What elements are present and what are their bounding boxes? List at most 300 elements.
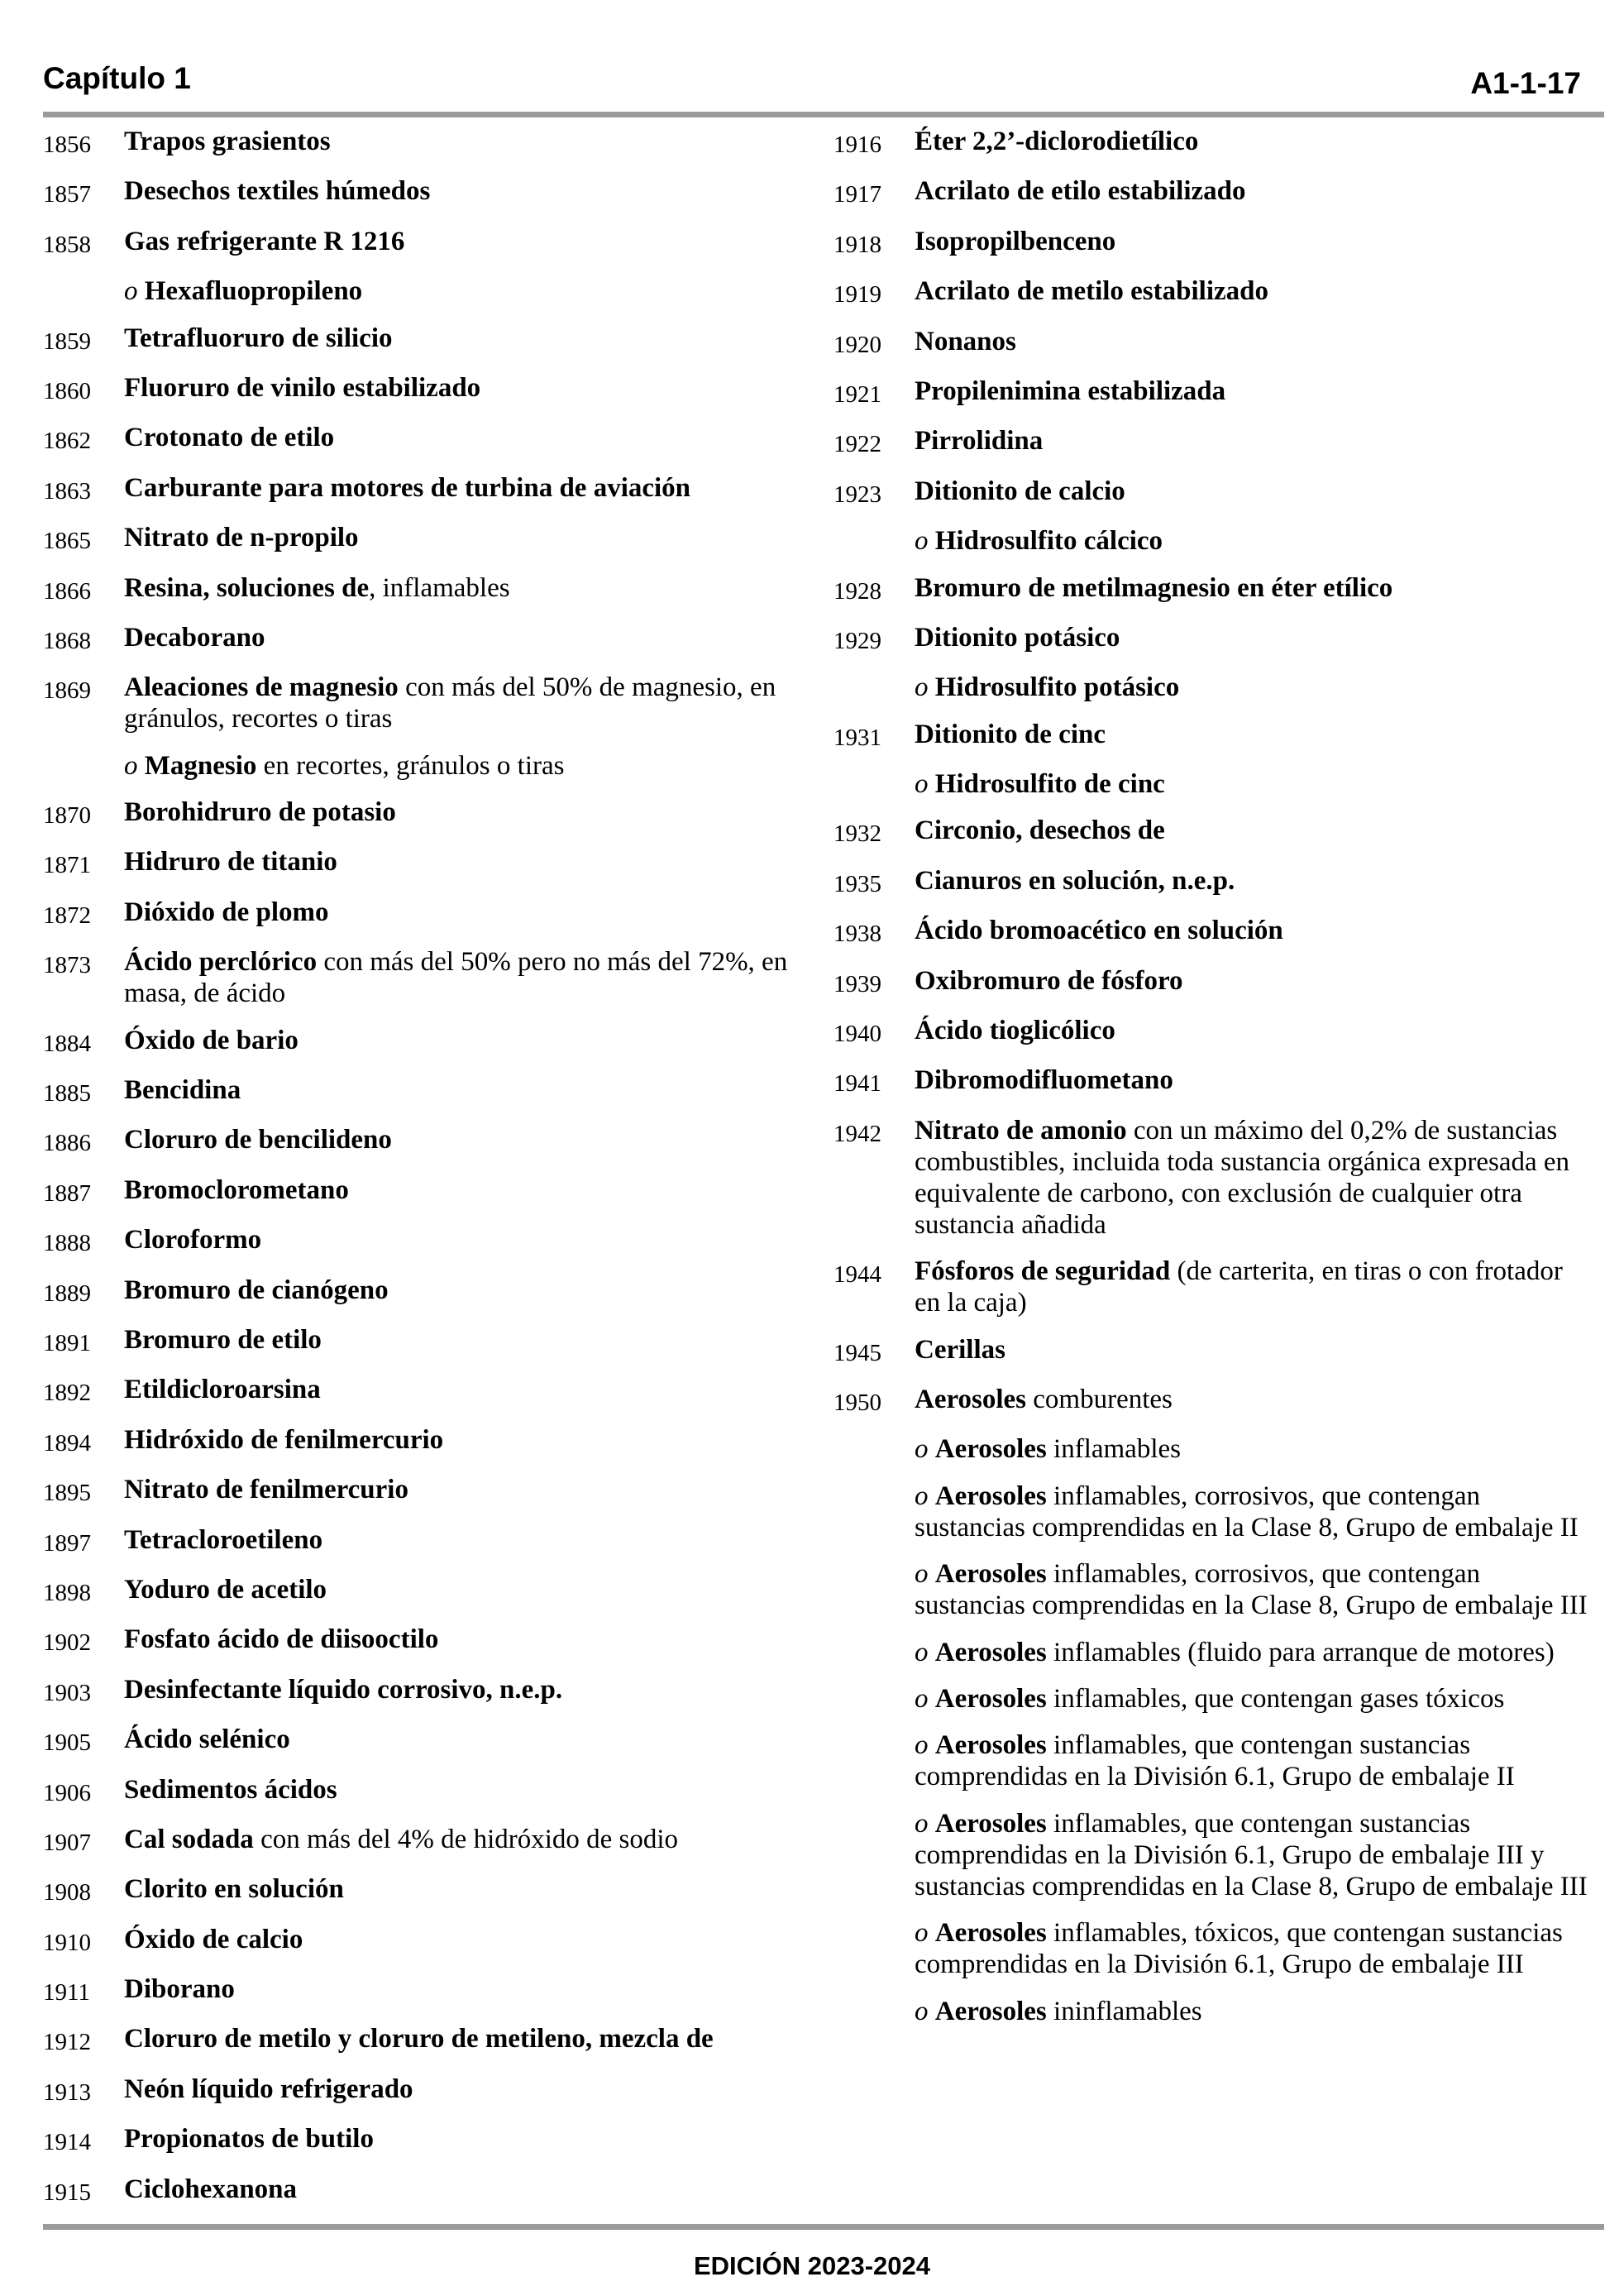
list-item [43, 1224, 804, 1259]
un-number: 1858 [43, 231, 91, 258]
un-number: 1891 [43, 1329, 91, 1356]
substance-description [124, 946, 804, 1009]
list-item [43, 522, 804, 557]
substance-description [124, 323, 804, 357]
footer-rule [43, 2224, 1604, 2230]
substance-name: Dióxido de plomo [124, 897, 329, 927]
list-item [43, 1774, 804, 1809]
un-number: 1869 [43, 677, 91, 705]
un-number: 1920 [833, 331, 881, 358]
un-number [833, 1558, 915, 1621]
substance-description [915, 965, 1594, 1000]
list-item [43, 1674, 804, 1709]
substance-description [915, 126, 1594, 160]
substance-name: Sedimentos ácidos [124, 1774, 337, 1805]
substance-name: Aerosoles [934, 1996, 1047, 2026]
list-item [43, 323, 804, 357]
alternative-marker: o [915, 1808, 929, 1839]
un-number: 1932 [833, 820, 881, 848]
list-item [43, 672, 804, 734]
list-item [833, 1558, 1594, 1621]
list-item [833, 1637, 1594, 1668]
list-item [833, 1683, 1594, 1715]
substance-qualifier: inflamables, corrosivos, que contengan sustancias comprendidas en la Clase 8, Grupo de embalaje III [915, 1559, 1588, 1621]
list-item [833, 1808, 1594, 1902]
list-item [43, 2123, 804, 2158]
substance-name: Diborano [124, 1974, 235, 2005]
substance-name: Circonio, desechos de [915, 816, 1165, 846]
list-item [833, 1996, 1594, 2027]
substance-description [915, 622, 1594, 657]
substance-description [124, 522, 804, 557]
substance-description [124, 226, 804, 261]
substance-name: Aerosoles [934, 1637, 1047, 1667]
un-number: 1889 [43, 1280, 91, 1307]
substance-description [915, 672, 1594, 703]
list-item [43, 1924, 804, 1959]
list-item [43, 226, 804, 261]
substance-name: Propionatos de butilo [124, 2124, 374, 2155]
substance-description [124, 372, 804, 407]
un-number: 1915 [43, 2179, 91, 2206]
substance-description [124, 1424, 804, 1459]
un-number [833, 1729, 915, 1792]
list-item [833, 425, 1594, 460]
un-number [833, 1637, 915, 1668]
substance-description [124, 1973, 804, 2008]
substance-description [915, 815, 1594, 849]
substance-name: Neón líquido refrigerado [124, 2074, 413, 2104]
list-item [43, 1973, 804, 2008]
list-item [43, 372, 804, 407]
alternative-marker: o [915, 769, 929, 800]
list-item [43, 1524, 804, 1559]
un-number [833, 1683, 915, 1715]
substance-description [915, 275, 1594, 310]
substance-qualifier: con más del 4% de hidróxido de sodio [253, 1824, 679, 1854]
un-number: 1929 [833, 627, 881, 654]
substance-description [124, 1624, 804, 1658]
substance-description [124, 472, 804, 507]
un-number: 1923 [833, 481, 881, 508]
substance-name: Aerosoles [934, 1918, 1047, 1949]
alternative-marker: o [915, 1683, 929, 1714]
list-item [43, 1873, 804, 1908]
substance-name: Cloruro de metilo y cloruro de metileno, mezcla de [124, 2024, 714, 2054]
substance-name: Hidruro de titanio [124, 847, 337, 878]
un-number [833, 1433, 915, 1465]
substance-name: Hexafluopropileno [144, 276, 363, 307]
substance-name: Éter 2,2’-diclorodietílico [915, 127, 1199, 156]
list-item [833, 1384, 1594, 1418]
un-number [43, 750, 124, 782]
list-item [43, 1724, 804, 1758]
un-number: 1916 [833, 132, 881, 158]
list-item [833, 1433, 1594, 1465]
un-number: 1897 [43, 1529, 91, 1557]
un-number: 1887 [43, 1179, 91, 1207]
list-item [833, 1729, 1594, 1792]
substance-name: Cianuros en solución, n.e.p. [915, 865, 1235, 896]
substance-qualifier: inflamables, corrosivos, que contengan sustancias comprendidas en la Clase 8, Grupo de embalaje II [915, 1480, 1579, 1543]
substance-description [915, 375, 1594, 410]
substance-qualifier: inflamables, que contengan sustancias comprendidas en la División 6.1, Grupo de embalaje III y sustancias comprendidas en la Clase 8, Grupo de embalaje III [915, 1808, 1588, 1901]
substance-description [124, 275, 804, 307]
substance-description [124, 796, 804, 831]
list-item [833, 476, 1594, 510]
substance-name: Ácido perclórico [124, 947, 318, 978]
substance-name: Hidróxido de fenilmercurio [124, 1424, 444, 1455]
substance-description [124, 126, 804, 160]
substance-name: Ácido selénico [124, 1724, 290, 1755]
substance-name: Desinfectante líquido corrosivo, n.e.p. [124, 1674, 563, 1705]
substance-name: Aerosoles [915, 1384, 1027, 1414]
substance-description [915, 425, 1594, 460]
substance-name: Óxido de calcio [124, 1924, 303, 1954]
alternative-marker: o [915, 1559, 929, 1590]
substance-name: Tetracloroetileno [124, 1524, 323, 1555]
substance-qualifier: inflamables, que contengan gases tóxicos [1046, 1683, 1505, 1714]
substance-name: Nonanos [915, 326, 1016, 356]
substance-name: Cloroformo [124, 1225, 262, 1256]
substance-description [124, 1774, 804, 1809]
un-number: 1860 [43, 377, 91, 404]
un-number: 1894 [43, 1429, 91, 1457]
alternative-marker: o [915, 1434, 929, 1465]
un-number: 1898 [43, 1579, 91, 1606]
substance-name: Dibromodifluometano [915, 1065, 1173, 1096]
list-item [43, 572, 804, 607]
list-item [833, 1256, 1594, 1318]
un-number: 1939 [833, 970, 881, 997]
un-number [43, 275, 124, 307]
un-number: 1865 [43, 528, 91, 555]
list-item [43, 622, 804, 657]
substance-qualifier: con más del 50% de magnesio, en gránulos, recortes o tiras [124, 672, 776, 734]
substance-description [915, 326, 1594, 361]
substance-name: Bromuro de cianógeno [124, 1275, 389, 1305]
list-item [833, 915, 1594, 949]
substance-name: Crotonato de etilo [124, 423, 335, 453]
substance-name: Ditionito de calcio [915, 476, 1125, 506]
alternative-marker: o [124, 276, 138, 307]
substance-name: Nitrato de fenilmercurio [124, 1475, 408, 1505]
substance-description [915, 226, 1594, 261]
un-number: 1950 [833, 1389, 881, 1416]
substance-qualifier: en recortes, gránulos o tiras [256, 750, 565, 781]
un-number: 1941 [833, 1070, 881, 1098]
un-number: 1913 [43, 2078, 91, 2106]
substance-description [915, 1558, 1594, 1621]
un-number: 1935 [833, 870, 881, 897]
substance-qualifier: (de carterita, en tiras o con frotador en la caja) [915, 1256, 1563, 1318]
substance-name: Etildicloroarsina [124, 1375, 321, 1405]
un-number: 1870 [43, 802, 91, 830]
list-item [833, 126, 1594, 160]
substance-qualifier: con un máximo del 0,2% de sustancias combustibles, incluida toda sustancia orgánica expresada en equivalente de carbono, con exclusión de cualquier otra sustancia añadida [915, 1115, 1570, 1240]
left-column [43, 126, 804, 2223]
substance-name: Gas refrigerante R 1216 [124, 226, 405, 256]
substance-description [915, 476, 1594, 510]
list-item [833, 1917, 1594, 1980]
un-number: 1908 [43, 1879, 91, 1906]
un-number: 1872 [43, 902, 91, 929]
un-number: 1912 [43, 2029, 91, 2056]
list-item [833, 719, 1594, 753]
substance-description [124, 750, 804, 782]
un-number: 1922 [833, 431, 881, 458]
alternative-marker: o [124, 750, 138, 781]
substance-name: Ácido tioglicólico [915, 1016, 1115, 1046]
substance-name: Hidrosulfito cálcico [934, 526, 1163, 557]
list-item [43, 1074, 804, 1109]
substance-description [124, 2074, 804, 2108]
list-item [43, 2023, 804, 2058]
substance-name: Ditionito de cinc [915, 719, 1106, 749]
substance-description [915, 719, 1594, 753]
substance-description [124, 1074, 804, 1109]
list-item [43, 750, 804, 782]
substance-description [124, 1524, 804, 1559]
substance-qualifier: con más del 50% pero no más del 72%, en masa, de ácido [124, 947, 788, 1009]
substance-description [124, 1275, 804, 1309]
substance-description [124, 1374, 804, 1409]
list-item [43, 1324, 804, 1359]
substance-name: Aerosoles [934, 1434, 1047, 1465]
list-item [833, 1015, 1594, 1050]
list-item [833, 375, 1594, 410]
substance-qualifier: inflamables, tóxicos, que contengan sustancias comprendidas en la División 6.1, Grupo de embalaje III [915, 1918, 1563, 1980]
substance-name: Oxibromuro de fósforo [915, 965, 1183, 996]
substance-name: Resina, soluciones de [124, 572, 370, 603]
substance-name: Fósforos de seguridad [915, 1256, 1171, 1287]
substance-name: Decaborano [124, 622, 265, 653]
list-item [43, 1824, 804, 1858]
substance-description [124, 1873, 804, 1908]
list-item [833, 175, 1594, 210]
un-number: 1931 [833, 724, 881, 751]
substance-description [915, 1996, 1594, 2027]
un-number: 1928 [833, 577, 881, 605]
list-item [43, 472, 804, 507]
substance-description [124, 1474, 804, 1509]
un-number: 1856 [43, 132, 91, 158]
substance-description [915, 1808, 1594, 1902]
list-item [833, 275, 1594, 310]
substance-description [915, 1917, 1594, 1980]
substance-description [915, 1433, 1594, 1465]
substance-description [124, 1224, 804, 1259]
alternative-marker: o [915, 1730, 929, 1761]
substance-description [915, 1015, 1594, 1050]
substance-description [915, 175, 1594, 210]
un-number: 1903 [43, 1679, 91, 1706]
substance-description [124, 1174, 804, 1209]
list-item [833, 326, 1594, 361]
substance-name: Fosfato ácido de diisooctilo [124, 1624, 439, 1655]
un-number: 1866 [43, 577, 91, 605]
un-number [833, 1917, 915, 1980]
substance-qualifier: ininflamables [1046, 1996, 1202, 2026]
list-item [43, 796, 804, 831]
substance-name: Aerosoles [934, 1683, 1047, 1714]
list-item [833, 865, 1594, 900]
un-number: 1884 [43, 1030, 91, 1057]
list-item [43, 946, 804, 1009]
substance-name: Propilenimina estabilizada [915, 375, 1226, 406]
substance-description [124, 175, 804, 210]
un-number [833, 1808, 915, 1902]
substance-name: Aleaciones de magnesio [124, 672, 399, 703]
substance-name: Fluoruro de vinilo estabilizado [124, 372, 481, 403]
substance-description [915, 1637, 1594, 1668]
substance-description [124, 1124, 804, 1159]
substance-name: Aerosoles [934, 1808, 1047, 1839]
un-number: 1857 [43, 181, 91, 208]
substance-description [915, 1115, 1594, 1241]
un-number: 1888 [43, 1230, 91, 1257]
substance-name: Bromuro de metilmagnesio en éter etílico [915, 572, 1393, 603]
un-number: 1919 [833, 281, 881, 309]
substance-name: Bromuro de etilo [124, 1324, 322, 1355]
un-number: 1918 [833, 231, 881, 258]
un-number: 1940 [833, 1021, 881, 1048]
un-number: 1945 [833, 1339, 881, 1366]
list-item [833, 572, 1594, 607]
substance-description [124, 1924, 804, 1959]
substance-name: Tetrafluoruro de silicio [124, 323, 393, 353]
list-item [833, 525, 1594, 557]
un-number: 1906 [43, 1779, 91, 1806]
un-number: 1871 [43, 852, 91, 879]
list-item [43, 275, 804, 307]
substance-name: Pirrolidina [915, 426, 1044, 457]
alternative-marker: o [915, 1996, 929, 2026]
substance-name: Acrilato de metilo estabilizado [915, 276, 1269, 307]
list-item [833, 815, 1594, 849]
alternative-marker: o [915, 1918, 929, 1949]
list-item [833, 1064, 1594, 1099]
substance-description [124, 1724, 804, 1758]
un-number: 1907 [43, 1829, 91, 1856]
substance-name: Aerosoles [934, 1559, 1047, 1590]
substance-name: Hidrosulfito potásico [934, 672, 1180, 703]
un-number: 1921 [833, 380, 881, 408]
un-number: 1873 [43, 952, 91, 979]
un-number [833, 525, 915, 557]
un-number [833, 672, 915, 703]
substance-description [915, 1480, 1594, 1543]
substance-name: Cerillas [915, 1334, 1005, 1365]
un-number: 1917 [833, 181, 881, 208]
substance-description [915, 915, 1594, 949]
list-item [43, 1374, 804, 1409]
un-number: 1892 [43, 1380, 91, 1407]
substance-description [124, 422, 804, 457]
alternative-marker: o [915, 526, 929, 557]
un-number: 1910 [43, 1929, 91, 1956]
list-item [833, 1334, 1594, 1369]
substance-name: Hidrosulfito de cinc [934, 769, 1165, 800]
un-number: 1902 [43, 1629, 91, 1657]
un-number: 1942 [833, 1120, 881, 1147]
substance-qualifier: inflamables [1046, 1434, 1181, 1465]
substance-qualifier: inflamables, que contengan sustancias comprendidas en la División 6.1, Grupo de embalaje II [915, 1730, 1515, 1792]
substance-name: Clorito en solución [124, 1874, 344, 1905]
list-item [43, 126, 804, 160]
substance-name: Carburante para motores de turbina de aviación [124, 472, 691, 503]
right-column [833, 126, 1594, 2042]
substance-description [915, 1334, 1594, 1369]
list-item [43, 1275, 804, 1309]
list-item [833, 1115, 1594, 1241]
substance-name: Aerosoles [934, 1480, 1047, 1511]
list-item [43, 1474, 804, 1509]
substance-description [124, 672, 804, 734]
substance-qualifier: , inflamables [369, 572, 510, 603]
substance-description [915, 1683, 1594, 1715]
substance-description [124, 1025, 804, 1060]
chapter-title: Capítulo 1 [43, 61, 191, 95]
list-item [43, 422, 804, 457]
substance-name: Desechos textiles húmedos [124, 176, 431, 207]
substance-description [124, 2123, 804, 2158]
alternative-marker: o [915, 672, 929, 703]
list-item [833, 768, 1594, 800]
substance-name: Cloruro de bencilideno [124, 1125, 392, 1155]
list-item [43, 1025, 804, 1060]
un-number: 1914 [43, 2129, 91, 2156]
list-item [43, 897, 804, 931]
un-number: 1862 [43, 428, 91, 455]
substance-name: Magnesio [144, 750, 257, 781]
substance-name: Acrilato de etilo estabilizado [915, 176, 1246, 207]
substance-name: Yoduro de acetilo [124, 1574, 327, 1605]
un-number: 1885 [43, 1080, 91, 1107]
substance-name: Bencidina [124, 1075, 241, 1106]
un-number: 1911 [43, 1979, 90, 2007]
un-number [833, 768, 915, 800]
substance-qualifier: inflamables (fluido para arranque de motores) [1046, 1637, 1555, 1667]
substance-name: Cal sodada [124, 1824, 254, 1854]
page-number: A1-1-17 [1470, 66, 1581, 100]
list-item [43, 846, 804, 881]
edition-footer: EDICIÓN 2023-2024 [693, 2251, 931, 2280]
list-item [833, 1480, 1594, 1543]
substance-description [915, 525, 1594, 557]
alternative-marker: o [915, 1637, 929, 1667]
substance-description [124, 622, 804, 657]
substance-description [915, 1064, 1594, 1099]
un-number: 1895 [43, 1480, 91, 1507]
substance-name: Nitrato de n-propilo [124, 523, 359, 553]
list-item [833, 226, 1594, 261]
substance-description [124, 2174, 804, 2208]
un-number: 1886 [43, 1130, 91, 1157]
alternative-marker: o [915, 1480, 929, 1511]
substance-description [124, 1324, 804, 1359]
substance-qualifier: comburentes [1026, 1384, 1173, 1414]
substance-name: Aerosoles [934, 1730, 1047, 1761]
list-item [43, 1174, 804, 1209]
substance-name: Borohidruro de potasio [124, 797, 396, 828]
substance-description [915, 1256, 1594, 1318]
substance-description [124, 2023, 804, 2058]
list-item [43, 1124, 804, 1159]
substance-description [124, 846, 804, 881]
list-item [833, 622, 1594, 657]
substance-name: Isopropilbenceno [915, 226, 1116, 256]
